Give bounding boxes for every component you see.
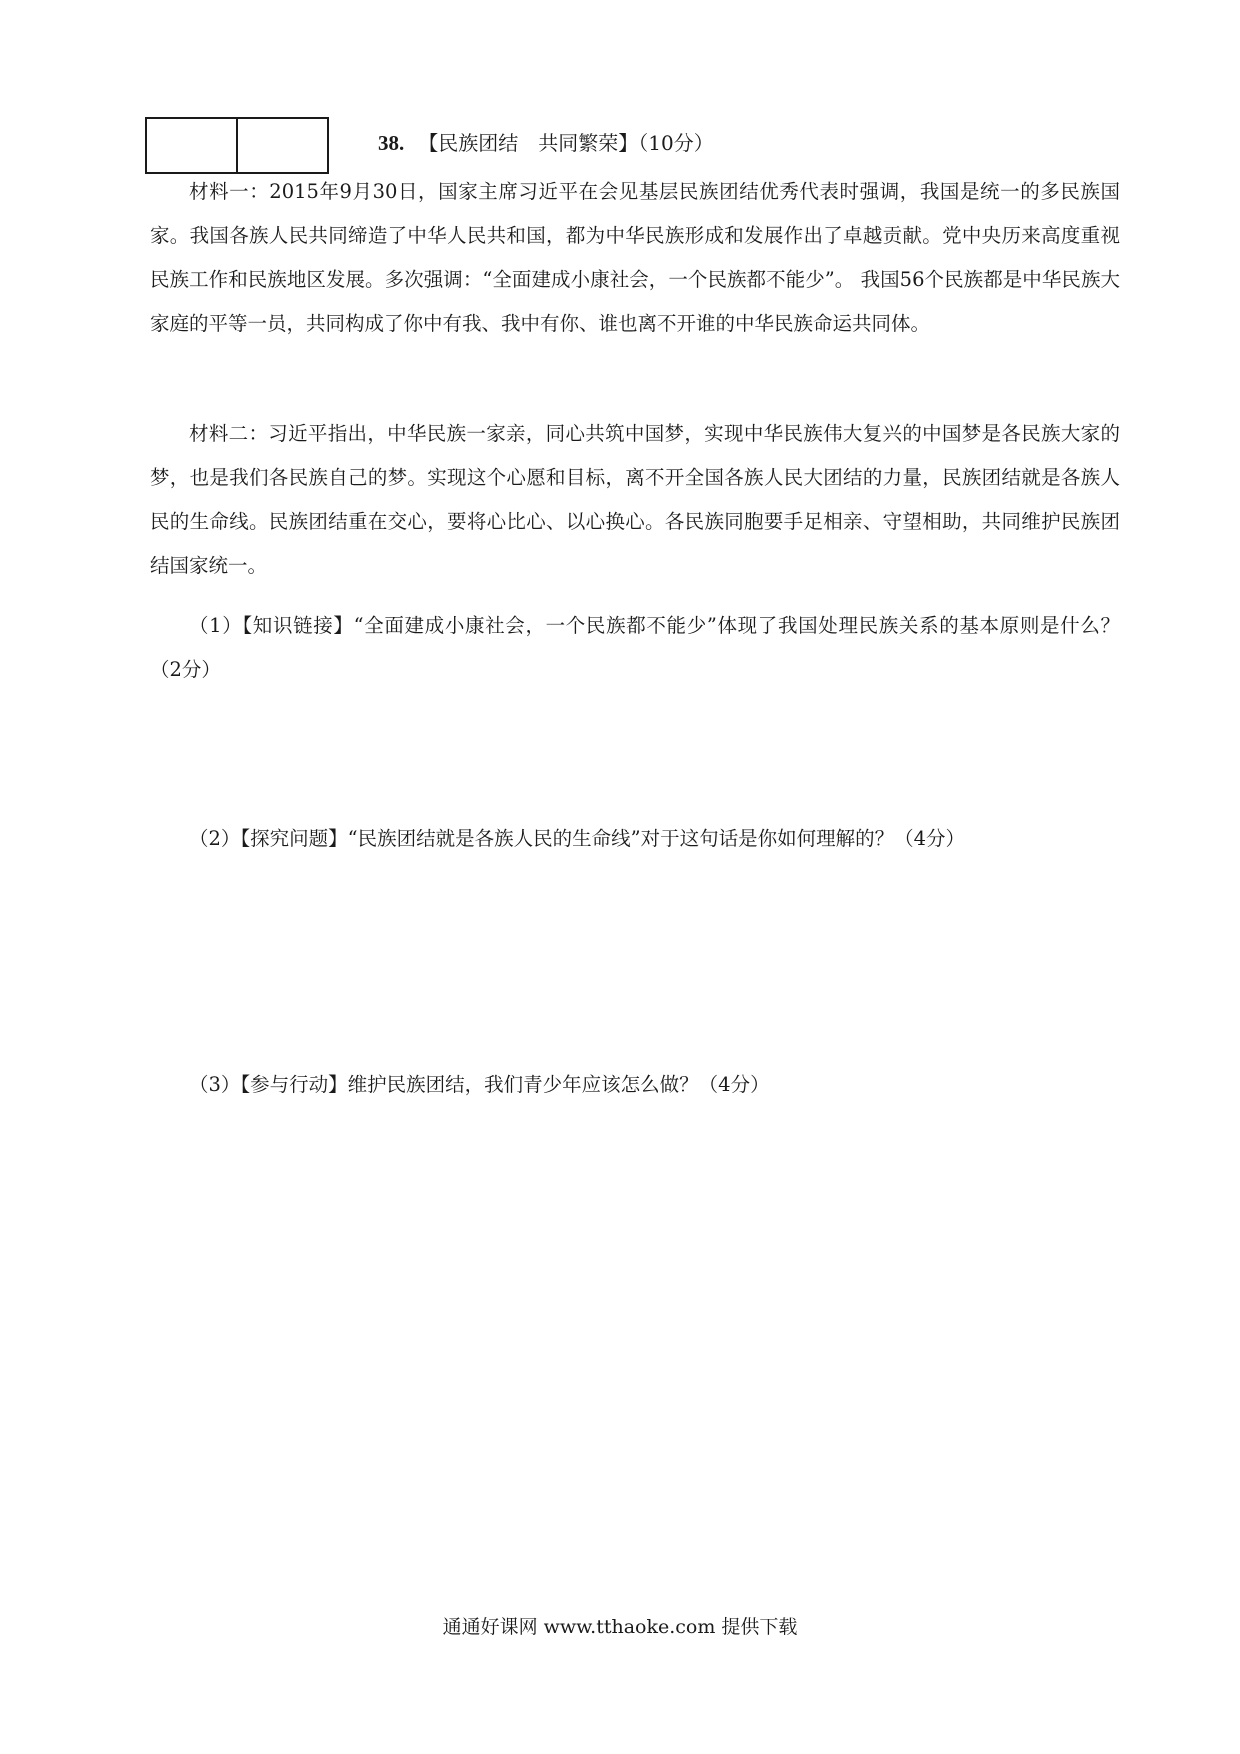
material-two: 材料二：习近平指出，中华民族一家亲，同心共筑中国梦，实现中华民族伟大复兴的中国梦是各民族大家的梦，也是我们各民族自己的梦。实现这个心愿和目标，离不开全国各族人民大团结的力量，民族团结就是各族人民的生命线。民族团结重在交心，要将心比心、以心换心。各民族同胞要手足相亲、守望相助，共同维护民族团结国家统一。: [150, 422, 1120, 577]
score-box: [145, 117, 329, 174]
sub-question-3: （3）【参与行动】维护民族团结，我们青少年应该怎么做？（4分）: [189, 1073, 770, 1096]
score-cell-left: [147, 119, 236, 172]
page-footer: 通通好课网 www.tthaoke.com 提供下载: [442, 1616, 798, 1638]
question-number: 38.: [378, 131, 405, 155]
question-heading: [378, 128, 714, 158]
sub-question-1: （1）【知识链接】“全面建成小康社会，一个民族都不能少”体现了我国处理民族关系的基本原则是什么？（2分）: [150, 614, 1120, 681]
material-one: 材料一：2015年9月30日，国家主席习近平在会见基层民族团结优秀代表时强调，我国是统一的多民族国家。我国各族人民共同缔造了中华人民共和国，都为中华民族形成和发展作出了卓越贡献。党中央历来高度重视民族工作和民族地区发展。多次强调：“全面建成小康社会，一个民族都不能少”。 我国56个民族都是中华民族大家庭的平等一员，共同构成了你中有我、我中有你、谁也离不开谁的中华民族命运共同体。: [150, 180, 1120, 335]
sub-question-2: （2）【探究问题】“民族团结就是各族人民的生命线”对于这句话是你如何理解的？（4分）: [189, 827, 966, 850]
score-cell-right: [236, 119, 327, 172]
question-title: 【民族团结 共同繁荣】（10分）: [418, 131, 714, 155]
